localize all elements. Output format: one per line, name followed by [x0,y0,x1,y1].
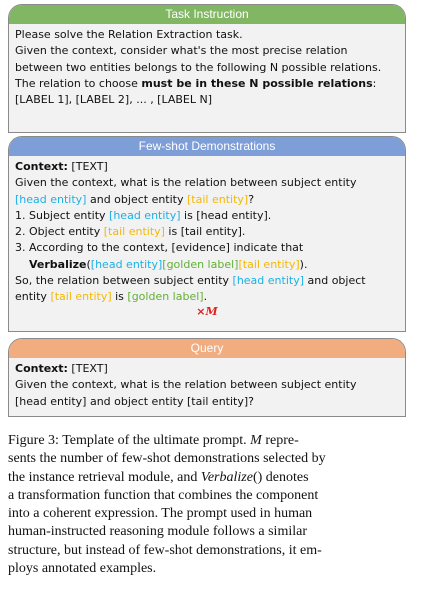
caption-m-symbol: M [250,433,262,448]
times-symbol: × [196,304,206,318]
step-2-suffix: is [tail entity]. [164,225,246,239]
figure-caption [8,432,412,578]
caption-l1a: Figure 3: Template of the ultimate prompt. [8,433,251,448]
query-header: Query [9,339,405,358]
task-line-4-colon: : [372,76,377,90]
caption-line-4: a transformation function that combines the component [8,487,319,503]
demo-step-1 [15,208,399,224]
few-shot-header: Few-shot Demonstrations [9,137,405,156]
head-entity-tag: [head entity] [90,257,163,271]
caption-l1b: repre- [261,433,299,448]
task-instruction-panel [8,4,406,133]
golden-label-tag: [golden label] [127,290,204,304]
demo-question-line-2 [15,192,399,208]
demo-conclusion-line-1 [15,273,399,289]
query-panel [8,338,406,417]
verbalize-lparen: ( [86,257,91,271]
caption-line-3 [8,469,412,487]
caption-line-2: sents the number of few-shot demonstrations selected by [8,451,326,467]
few-shot-demonstrations-panel [8,136,406,332]
step-1-suffix: is [head entity]. [180,208,272,222]
caption-l3b: () denotes [252,469,309,485]
caption-line-1 [8,432,412,450]
step-2-prefix: 2. Object entity [15,225,104,239]
demo-context-label: Context: [15,160,68,173]
demo-and-object: and object entity [86,192,187,206]
caption-line-7: structure, but instead of few-shot demonstrations, it em- [8,542,322,558]
head-entity-tag: [head entity] [15,192,87,206]
caption-line-5: into a coherent expression. The prompt used in human [8,506,313,522]
demo-step-2 [15,224,399,240]
conclusion-entity: entity [15,290,51,304]
repeat-count-marker [15,305,399,319]
task-line-4 [15,76,399,92]
task-instruction-body [9,24,405,108]
query-body [9,358,405,410]
caption-line-8: ploys annotated examples. [8,561,157,577]
head-entity-tag: [head entity] [109,208,181,222]
conclusion-is: is [111,290,128,304]
step-1-prefix: 1. Subject entity [15,208,110,222]
demo-step-3: 3. According to the context, [evidence] indicate that [15,241,304,255]
task-line-2: Given the context, consider what's the most precise relation [15,44,348,58]
demo-conclusion-line-2 [15,289,399,305]
head-entity-tag: [head entity] [232,274,305,288]
task-line-4-text: The relation to choose [15,76,142,90]
few-shot-body [9,156,405,319]
verbalize-function: Verbalize [29,257,87,271]
demo-context-value: [TEXT] [67,160,108,173]
caption-line-6: human-instructed reasoning module follows a similar [8,524,307,540]
caption-l3a: the instance retrieval module, and [8,469,201,485]
demo-question-line-1: Given the context, what is the relation between subject entity [15,176,357,190]
verbalize-rparen: ). [299,257,308,271]
query-context-line [15,361,399,377]
task-line-1: Please solve the Relation Extraction task. [15,28,243,41]
query-context-label: Context: [15,362,68,375]
query-line-2: Given the context, what is the relation between subject entity [15,378,357,392]
m-symbol: M [205,304,218,318]
task-line-3: between two entities belongs to the following N possible relations. [15,60,382,74]
tail-entity-tag: [tail entity] [50,290,112,304]
tail-entity-tag: [tail entity] [238,257,300,271]
task-instruction-header: Task Instruction [9,5,405,24]
query-context-value: [TEXT] [67,362,108,375]
tail-entity-tag: [tail entity] [103,225,165,239]
task-line-4-bold: must be in these N possible relations [141,76,373,90]
demo-verbalize-line [15,257,399,273]
caption-verbalize: Verbalize [200,469,253,485]
conclusion-and-object: and object [304,274,366,288]
demo-qmark: ? [248,192,255,206]
tail-entity-tag: [tail entity] [187,192,249,206]
golden-label-tag: [golden label] [162,257,239,271]
conclusion-dot: . [203,290,208,304]
query-line-3: [head entity] and object entity [tail entity]? [15,394,254,408]
demo-context-line [15,159,399,175]
task-line-5: [LABEL 1], [LABEL 2], ... , [LABEL N] [15,93,213,107]
conclusion-prefix: So, the relation between subject entity [15,274,233,288]
